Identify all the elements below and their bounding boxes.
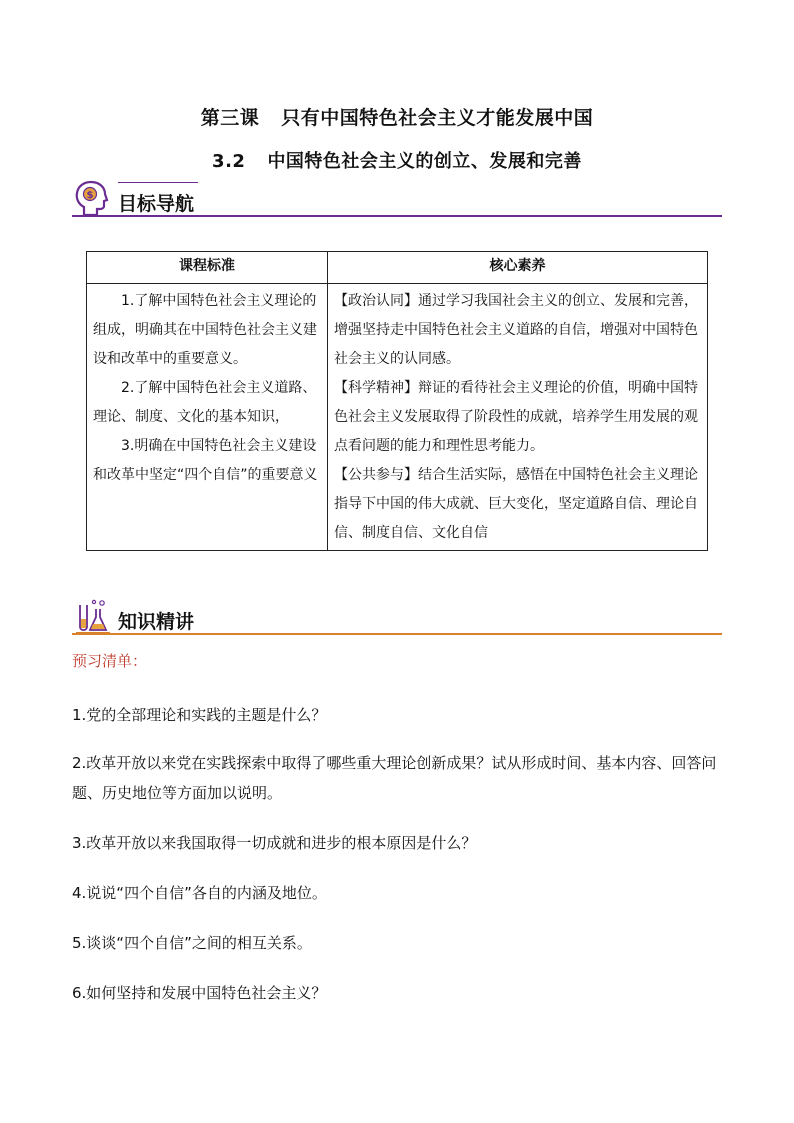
literacy-item: 【政治认同】通过学习我国社会主义的创立、发展和完善，增强坚持走中国特色社会主义道路的自信，增强对中国特色社会主义的认同感。 [334, 293, 698, 367]
lab-flask-icon [72, 597, 112, 637]
literacy-item: 【科学精神】辩证的看待社会主义理论的价值，明确中国特色社会主义发展取得了阶段性的成就，培养学生用发展的观点看问题的能力和理性思考能力。 [334, 380, 698, 454]
preview-label: 预习清单： [72, 652, 148, 670]
goal-navigation-title: 目标导航 [118, 193, 195, 215]
header-bottom-rule [72, 215, 722, 217]
lesson-title [0, 103, 794, 130]
lesson-title-text: 只有中国特色社会主义才能发展中国 [281, 107, 594, 129]
section-title [0, 147, 794, 173]
section-title-text: 中国特色社会主义的创立、发展和完善 [267, 151, 582, 172]
question-item: 2.改革开放以来党在实践探索中取得了哪些重大理论创新成果？试从形成时间、基本内容、回答问题、历史地位等方面加以说明。 [72, 754, 717, 802]
question-item: 4.说说“四个自信”各自的内涵及地位。 [72, 884, 327, 902]
svg-text:$: $ [86, 190, 94, 201]
standard-item: 1.了解中国特色社会主义理论的组成，明确其在中国特色社会主义建设和改革中的重要意义。 [93, 293, 317, 367]
question-item: 1.党的全部理论和实践的主题是什么？ [72, 706, 327, 724]
question-item: 3.改革开放以来我国取得一切成就和进步的根本原因是什么？ [72, 834, 477, 852]
literacy-cell [328, 284, 708, 551]
table-header-row [87, 252, 708, 284]
head-brain-icon [72, 179, 112, 219]
goal-navigation-header [72, 179, 722, 219]
standard-item: 2.了解中国特色社会主义道路、理论、制度、文化的基本知识， [93, 380, 317, 425]
question-item: 5.谈谈“四个自信”之间的相互关系。 [72, 934, 312, 952]
column-header-literacy: 核心素养 [328, 252, 708, 284]
standards-cell [87, 284, 328, 551]
question-item: 6.如何坚持和发展中国特色社会主义？ [72, 984, 327, 1002]
header-bottom-rule [72, 633, 722, 635]
knowledge-title: 知识精讲 [118, 611, 195, 633]
standard-item: 3.明确在中国特色社会主义建设和改革中坚定“四个自信”的重要意义 [93, 438, 318, 483]
column-header-standards: 课程标准 [87, 252, 328, 284]
lesson-number: 第三课 [200, 107, 260, 129]
knowledge-header [72, 597, 722, 637]
standards-table [86, 251, 708, 551]
header-top-rule [118, 182, 198, 183]
section-number: 3.2 [212, 151, 246, 172]
table-row [87, 284, 708, 551]
literacy-item: 【公共参与】结合生活实际，感悟在中国特色社会主义理论指导下中国的伟大成就、巨大变化，坚定道路自信、理论自信、制度自信、文化自信 [334, 467, 698, 541]
